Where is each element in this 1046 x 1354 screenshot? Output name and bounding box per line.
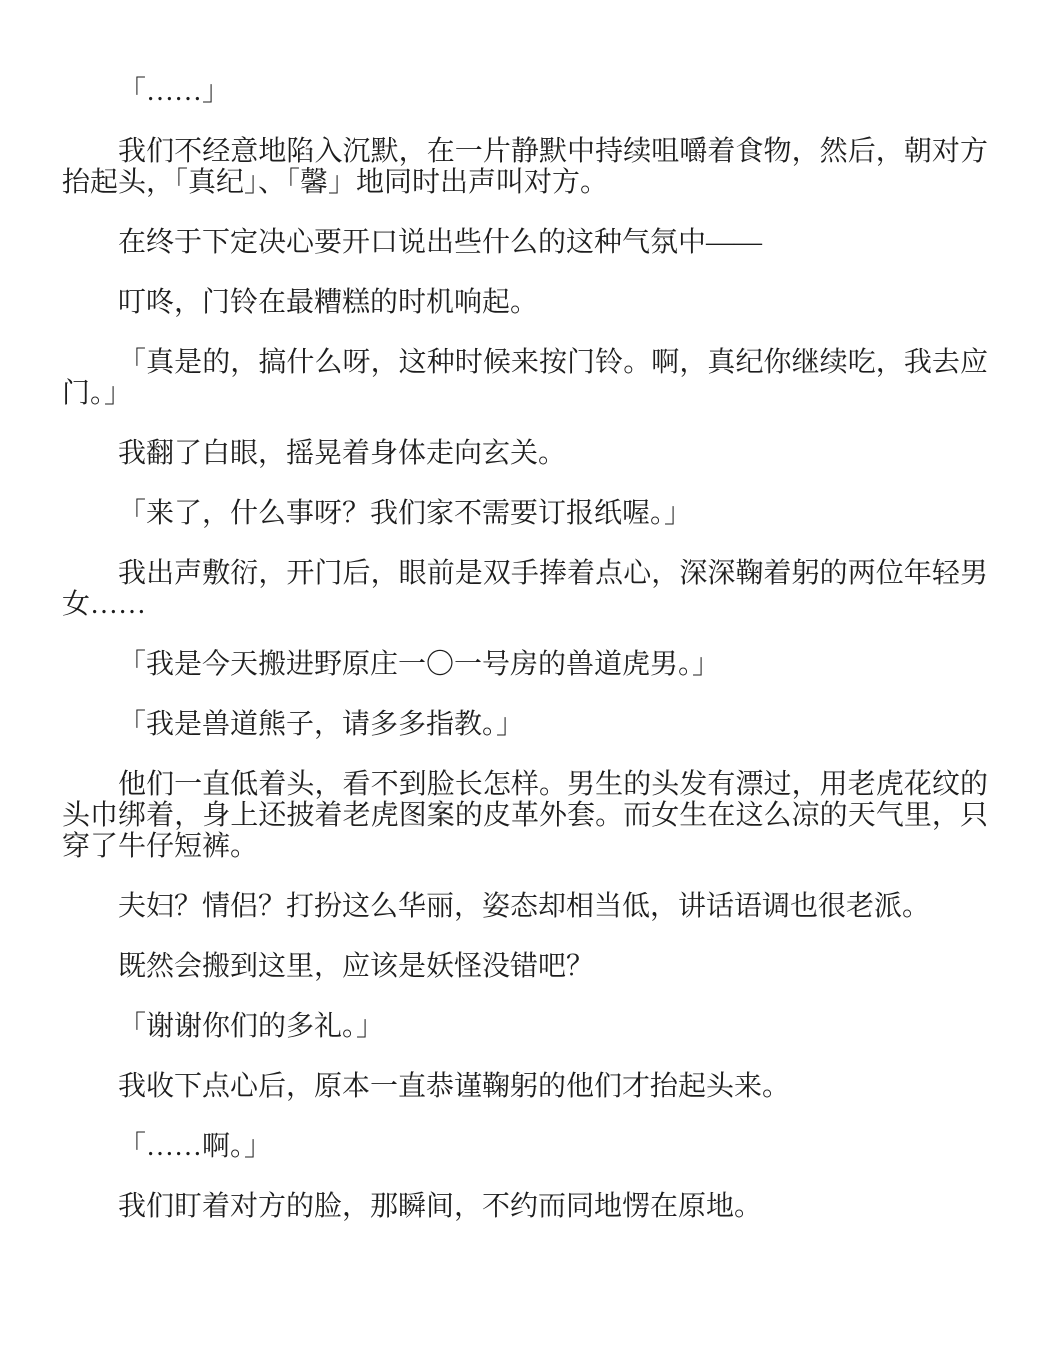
paragraph-13: 既然会搬到这里，应该是妖怪没错吧？ (118, 951, 595, 982)
paragraph-15: 我收下点心后，原本一直恭谨鞠躬的他们才抬起头来。 (118, 1071, 791, 1102)
paragraph-11: 他们一直低着头，看不到脸长怎样。男生的头发有漂过，用老虎花纹的头巾绑着，身上还披着老虎图案的皮革外套。而女生在这么凉的天气里，只穿了牛仔短裤。 (62, 769, 988, 862)
paragraph-14: 「谢谢你们的多礼。」 (118, 1011, 385, 1042)
paragraph-1: 「……」 (118, 76, 231, 107)
paragraph-5: 「真是的，搞什么呀，这种时候来按门铃。啊，真纪你继续吃，我去应门。」 (62, 347, 988, 409)
paragraph-9: 「我是今天搬进野原庄一〇一号房的兽道虎男。」 (118, 649, 721, 680)
paragraph-17: 我们盯着对方的脸，那瞬间，不约而同地愣在原地。 (118, 1191, 763, 1222)
paragraph-7: 「来了，什么事呀？我们家不需要订报纸喔。」 (118, 498, 693, 529)
paragraph-16: 「……啊。」 (118, 1131, 273, 1162)
paragraph-4: 叮咚，门铃在最糟糕的时机响起。 (118, 287, 539, 318)
paragraph-8: 我出声敷衍，开门后，眼前是双手捧着点心，深深鞠着躬的两位年轻男女…… (62, 558, 988, 620)
paragraph-6: 我翻了白眼，摇晃着身体走向玄关。 (118, 438, 567, 469)
paragraph-10: 「我是兽道熊子，请多多指教。」 (118, 709, 525, 740)
paragraph-12: 夫妇？情侣？打扮这么华丽，姿态却相当低，讲话语调也很老派。 (118, 891, 931, 922)
paragraph-3: 在终于下定决心要开口说出些什么的这种气氛中—— (118, 227, 763, 258)
paragraph-2: 我们不经意地陷入沉默，在一片静默中持续咀嚼着食物，然后，朝对方抬起头，「真纪」、「馨」地同时出声叫对方。 (62, 136, 988, 198)
